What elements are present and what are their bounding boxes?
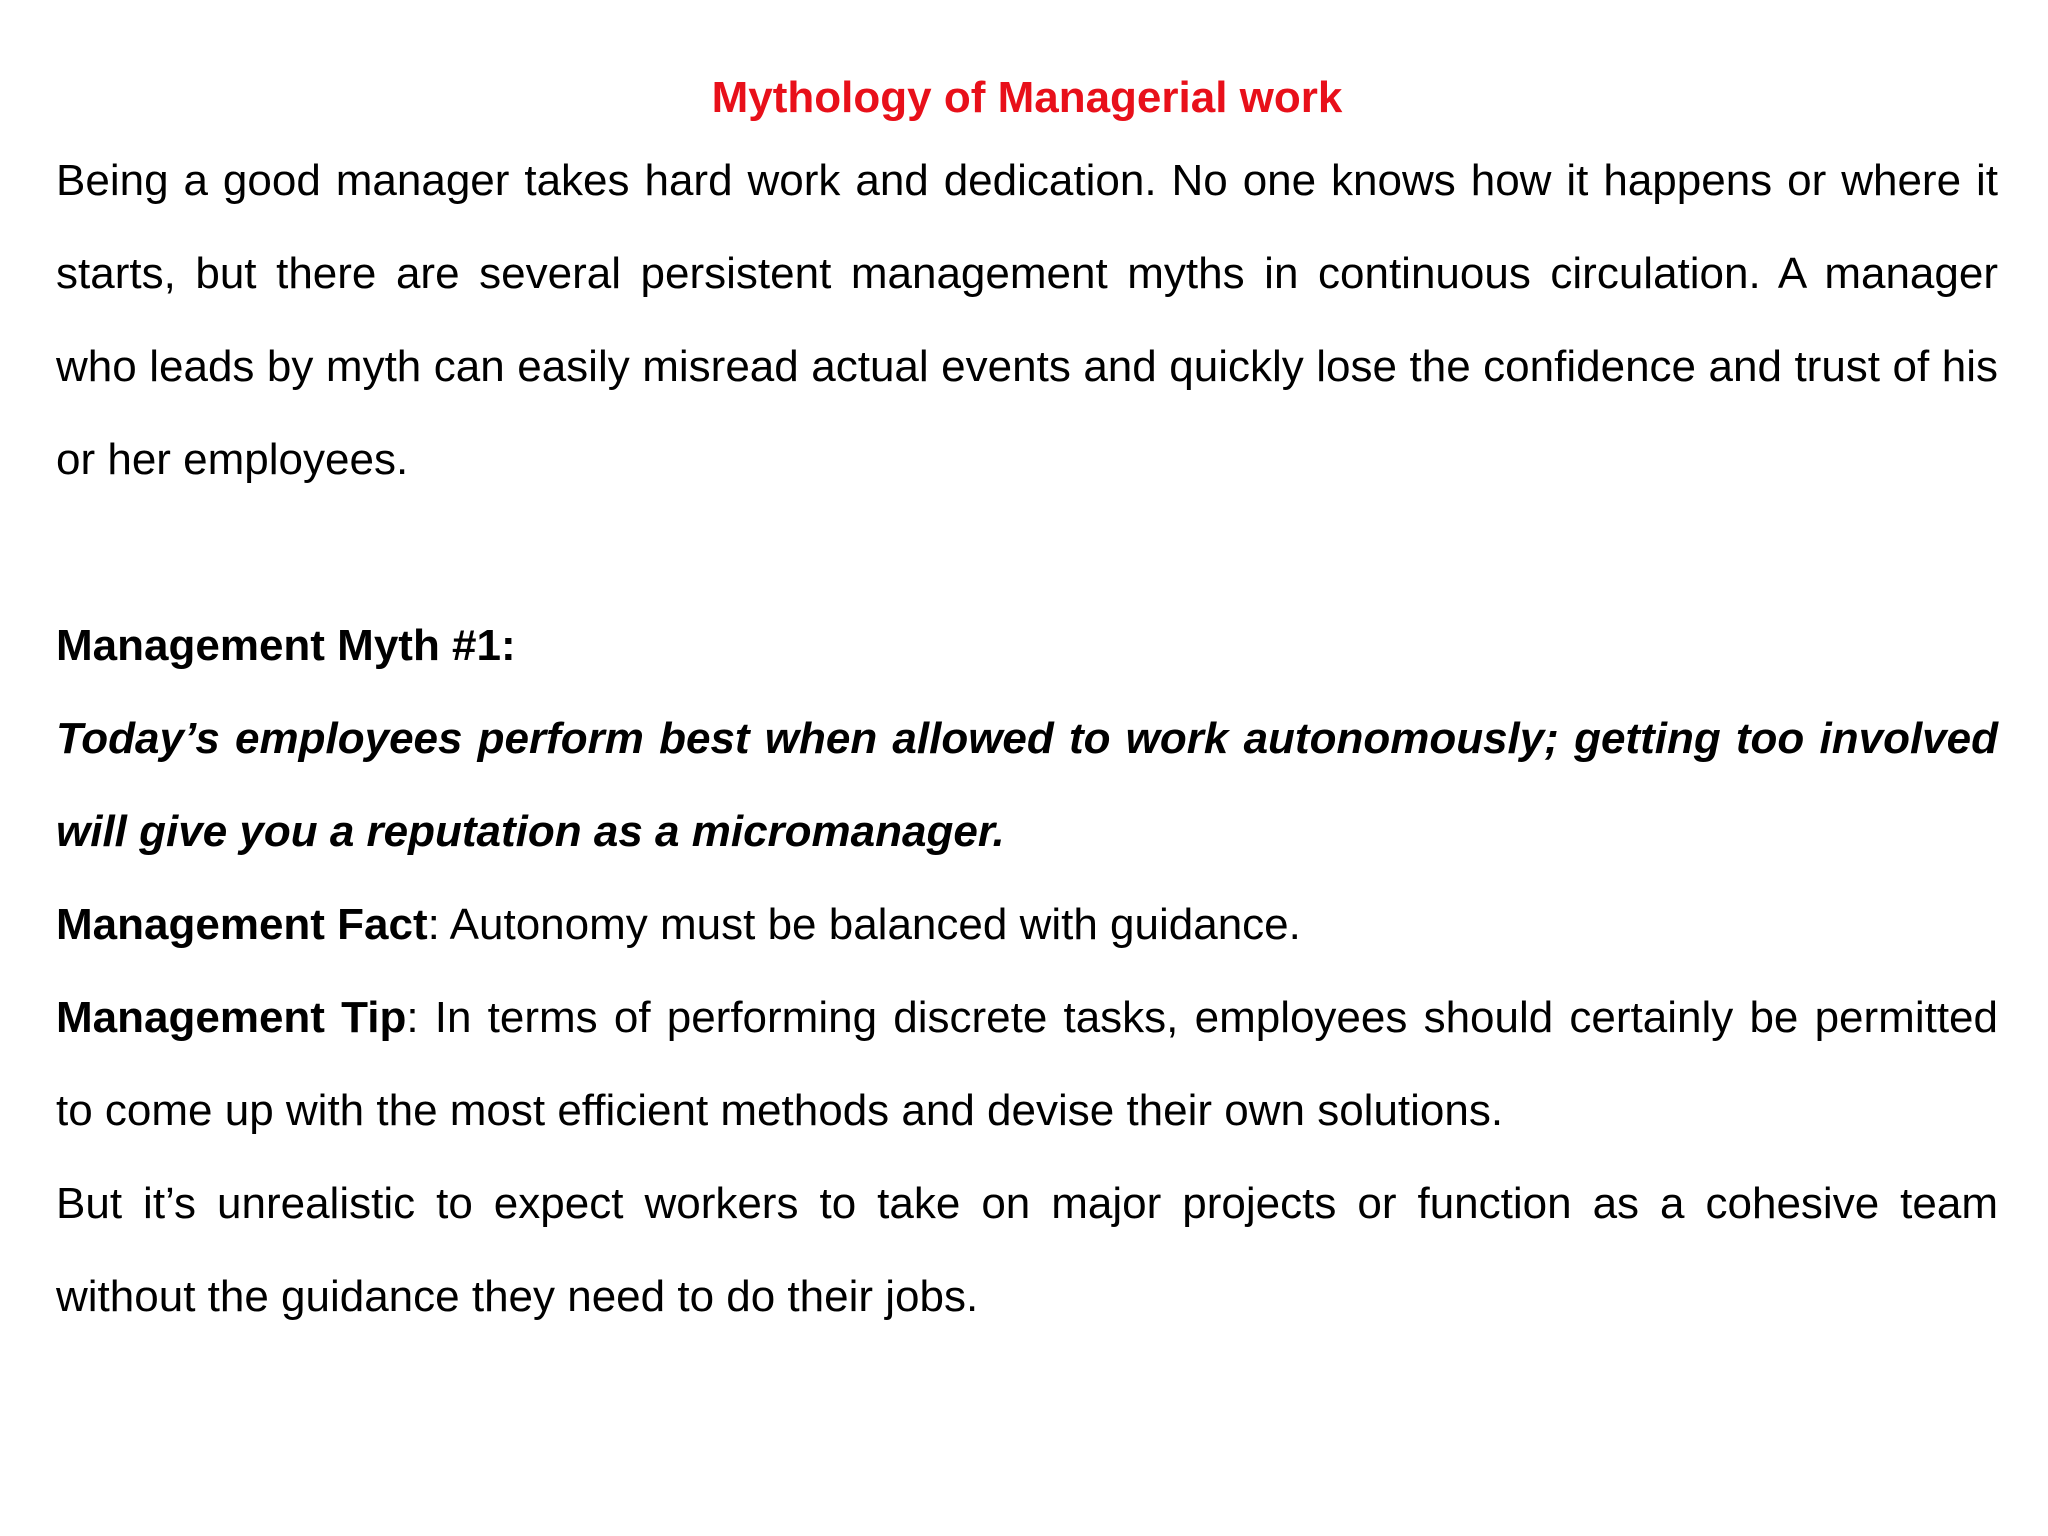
tip-separator: : — [406, 993, 419, 1042]
myth-statement: Today’s employees perform best when allowed to work autonomously; getting too involved will give you a reputation as a micromanager. — [56, 714, 1998, 856]
tip-text: In terms of performing discrete tasks, employees should certainly be permitted to come up with the most efficient methods and devise their own solutions. — [56, 993, 1998, 1135]
paragraph-spacer — [56, 506, 1998, 599]
intro-paragraph: Being a good manager takes hard work and dedication. No one knows how it happens or where it starts, but there are several persistent management myths in continuous circulation. A manager who leads by myth can easily misread actual events and quickly lose the confidence and trust of his or her employees. — [56, 156, 1998, 484]
tip-label: Management Tip — [56, 993, 407, 1042]
fact-paragraph — [56, 878, 1998, 971]
document-page — [56, 62, 1998, 1343]
fact-label: Management Fact — [56, 900, 428, 949]
page-title: Mythology of Managerial work — [711, 73, 1343, 122]
fact-separator: : — [427, 900, 440, 949]
closing-paragraph: But it’s unrealistic to expect workers to take on major projects or function as a cohesive team without the guidance they need to do their jobs. — [56, 1179, 1998, 1321]
myth-heading: Management Myth #1: — [56, 621, 516, 670]
tip-paragraph — [56, 971, 1998, 1157]
fact-text: Autonomy must be balanced with guidance. — [449, 900, 1301, 949]
